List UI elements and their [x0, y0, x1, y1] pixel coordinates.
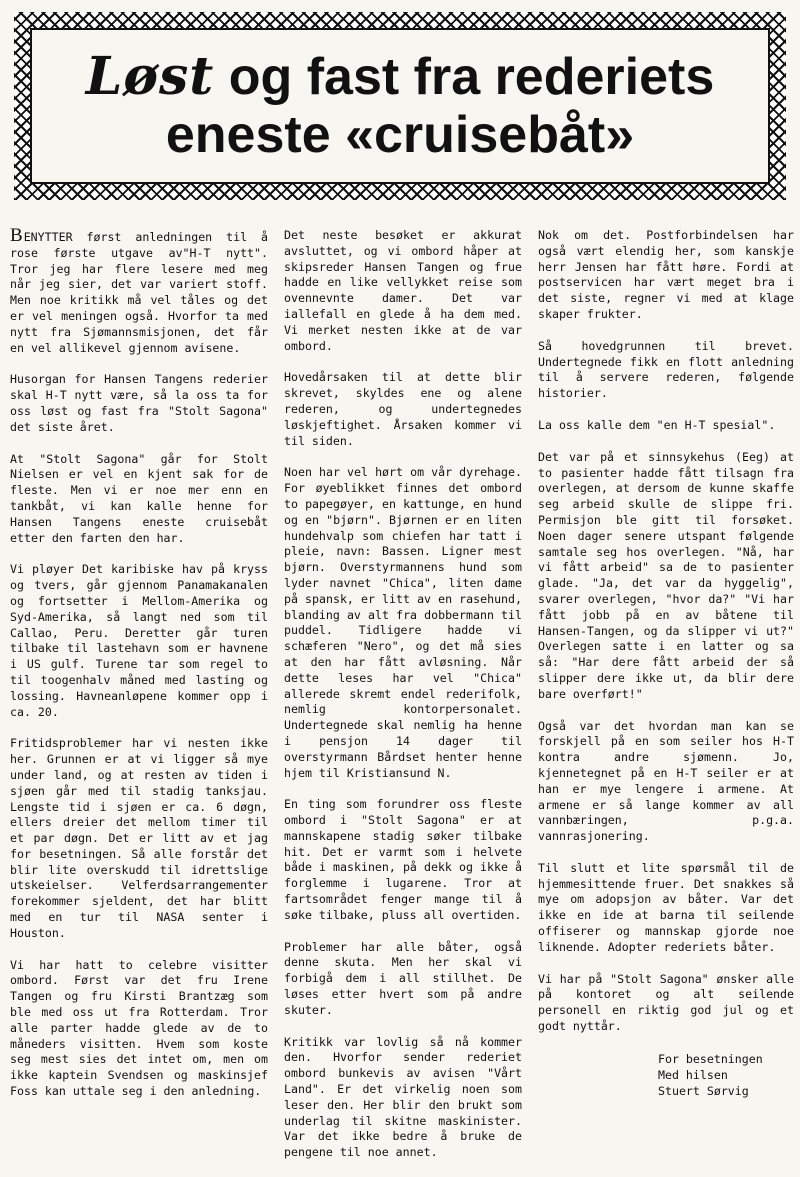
headline-word-og: og	[214, 48, 307, 106]
headline-word-rederiets: fra rederiets	[399, 48, 715, 106]
headline-word-lost: Løst	[85, 46, 215, 107]
paragraph-text: ENYTTER først anledningen til å rose første utgave av"H-T nytt". Tror jeg har flere lesere med meg når jeg sier, det var variert stoff. Men noe kritikk må vel tåles og det er vel meningen også. Hvorfor ta med nytt fra Sjømannsmisjonen, det får en vel allikevel gjennom avisene.	[10, 230, 268, 355]
paragraph: En ting som forundrer oss fleste ombord i "Stolt Sagona" er at mannskapene stadig søker tilbake hit. Det er varmt som i helvete både i maskinen, på dekk og ikke å forglemme i lugarene. Tror at fartsområdet fenger mange til å søke tilbake, pluss all overtiden.	[284, 797, 522, 922]
paragraph: Husorgan for Hansen Tangens rederier skal H-T nytt være, så la oss ta for oss løst og fast fra "Stolt Sagona" det siste året.	[10, 372, 268, 434]
paragraph: Vi pløyer Det karibiske hav på kryss og tvers, går gjennom Panamakanalen og fortsetter i Mellom-Amerika og Syd-Amerika, så langt ned som til Callao, Peru. Deretter går turen tilbake til lastehavn som er havnene i US gulf. Turene tar som regel to til toogenhalv måned med lasting og lossing. Havneanløpene kommer opp i ca. 20.	[10, 562, 268, 719]
paragraph: Til slutt et lite spørsmål til de hjemmesittende fruer. Det snakkes så mye om adopsjon av båter. Var det ikke en ide at barna til seilende offiserer og mannskap gjorde noe liknende. Adopter rederiets båter.	[538, 860, 794, 954]
signature-line: Stuert Sørvig	[658, 1083, 749, 1098]
paragraph: Hovedårsaken til at dette blir skrevet, skyldes ene og alene rederen, og undertegnedes løskjeftighet. Årsaken kommer vi til siden.	[284, 370, 522, 448]
column-3	[538, 228, 794, 1099]
column-1	[10, 225, 268, 1116]
paragraph: Kritikk var lovlig så nå kommer den. Hvorfor sender rederiet ombord bunkevis av avisen "Vårt Land". Er det virkelig noen som leser den. Her blir den brukt som underlag til skitne maskinister. Var det ikke bedre å bruke de pengene til noe annet.	[284, 1034, 522, 1160]
signature-line: For besetningen	[658, 1051, 763, 1066]
headline-word-fast: fast	[306, 48, 400, 106]
signature	[538, 1051, 794, 1099]
paragraph: Problemer har alle båter, også denne skuta. Men her skal vi forbigå dem i all stillhet. De løses etter hvert som på andre skuter.	[284, 939, 522, 1017]
column-2	[284, 228, 522, 1177]
paragraph: Vi har på "Stolt Sagona" ønsker alle på kontoret og alt seilende personell en riktig god jul og et godt nyttår.	[538, 971, 794, 1034]
paragraph: Noen har vel hørt om vår dyrehage. For øyeblikket finnes det ombord to papegøyer, en kattunge, en hund og en "bjørn". Bjørnen er en liten hundehvalp som chiefen har tatt i pleie, navn: Bassen. Ligner mest bjørn. Overstyrmannens hund som lyder navnet "Chica", liten dame på spansk, er litt av en rasehund, blanding av alt fra dobbermann til puddel. Tidligere hadde vi schæferen "Nero", og det må sies at den har fått avløsning. Når dette leses har vel "Chica" allerede skremt endel rederifolk, nemlig kontorpersonalet. Undertegnede skal nemlig ha henne i pensjon 14 dager til overstyrmann Bårdset henter henne hjem til Kristiansund N.	[284, 465, 522, 780]
headline-line-2: eneste «cruisebåt»	[165, 106, 635, 164]
paragraph: Fritidsproblemer har vi nesten ikke her. Grunnen er at vi ligger så mye under land, og at resten av tiden i sjøen går med til stadig tanksjau. Lengste tid i sjøen er ca. 6 døgn, ellers dreier det mellom timer til et par døgn. Det er litt av et jag for besetningen. Så alle forstår det blir lite overskudd til idrettslige utskeielser. Velferdsarrangementer forekommer sjeldent, det har blitt med en tur til NASA senter i Houston.	[10, 736, 268, 940]
paragraph: Så hovedgrunnen til brevet. Undertegnede fikk en flott anledning til å servere rederen, følgende historier.	[538, 338, 794, 401]
paragraph: La oss kalle dem "en H-T spesial".	[538, 417, 776, 432]
paragraph: Nok om det. Postforbindelsen har også vært elendig her, som kanskje herr Jensen har fått høre. Fordi at postservicen har vært meget bra i det siste, regner vi med at klage skaper frukter.	[538, 228, 794, 321]
paragraph: Det var på et sinnsykehus (Eeg) at to pasienter hadde fått tilsagn fra overlegen, at dersom de kunne skaffe seg arbeid skulle de slippe fri. Permisjon ble gitt til forsøket. Noen dager senere utspant følgende samtale seg hos overlegen. "Nå, har vi fått arbeid" sa de to pasienter glade. "Ja, det var da hyggelig", svarer overlegen, "hvor da?" "Vi har fått jobb på en av båtene til Hansen-Tangen, og da slipper vi ut?" Overlegen satte i en latter og sa så: "Har dere fått arbeid der så slipper dere ikke ut, da blir dere bare overført!"	[538, 449, 794, 701]
paragraph: Vi har hatt to celebre visitter ombord. Først var det fru Irene Tangen og fru Kirsti Brantzæg som ble med oss ut fra Rotterdam. Tror alle parter hadde glede av de to måneders visitten. Hvem som koste seg mest sies det intet om, men om ikke kaptein Svendsen og maskinsjef Foss kan uttale seg i den anledning.	[10, 957, 268, 1099]
paragraph: Det neste besøket er akkurat avsluttet, og vi ombord håper at skipsreder Hansen Tangen og frue hadde en like vellykket reise som ovennevnte damer. Det var iallefall en glede å ha dem med. Vi merket nesten ikke at de var ombord.	[284, 228, 522, 353]
paragraph	[10, 225, 268, 356]
paragraph: Også var det hvordan man kan se forskjell på en som seiler hos H-T kontra andre sjømenn. Jo, kjennetegnet på en H-T seiler er at han er mye lengere i armene. At armene er så lange kommer av all vannbæringen, p.g.a. vannrasjonering.	[538, 718, 794, 844]
drop-cap: B	[10, 225, 24, 246]
signature-line: Med hilsen	[658, 1067, 728, 1082]
paragraph: At "Stolt Sagona" går for Stolt Nielsen er vel en kjent sak for de fleste. Men vi er noe mer enn en tankbåt, vi kan kalle henne for Hansen Tangens eneste cruisebåt etter den farten den har.	[10, 451, 268, 545]
